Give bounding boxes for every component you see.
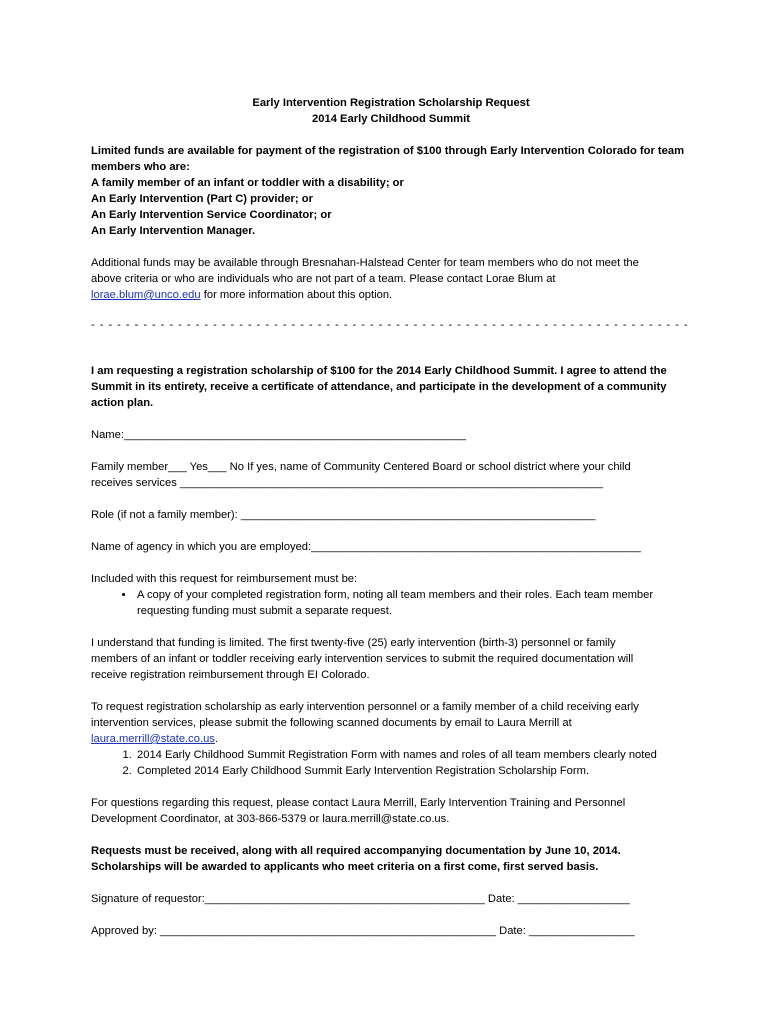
document-title: Early Intervention Registration Scholarship Request (252, 97, 530, 109)
additional-funds-section (91, 255, 691, 303)
included-heading: Included with this request for reimbursement must be: (91, 573, 358, 585)
submit-line: To request registration scholarship as early intervention personnel or a family member of a child receiving early (91, 701, 639, 713)
additional-line: Additional funds may be available through Bresnahan-Halstead Center for team members who do not meet the (91, 257, 639, 269)
funding-line: members of an infant or toddler receiving early intervention services to submit the required documentation will (91, 653, 634, 665)
funding-line: I understand that funding is limited. The first twenty-five (25) early intervention (birth-3) personnel or family (91, 637, 616, 649)
deadline-section (91, 843, 691, 875)
funding-section (91, 635, 691, 683)
included-item: • A copy of your completed registration form, noting all team members and their roles. Each team member requesting funding must submit a separate request. (135, 587, 691, 619)
eligibility-line: members who are: (91, 161, 190, 173)
role-field[interactable]: Role (if not a family member): _________________________________________________________ (91, 509, 596, 521)
eligibility-item: An Early Intervention Service Coordinator; or (91, 209, 332, 221)
document-subtitle: 2014 Early Childhood Summit (312, 113, 470, 125)
additional-line (91, 287, 691, 303)
name-field[interactable]: Name:_______________________________________________________ (91, 429, 467, 441)
document-item: 2. Completed 2014 Early Childhood Summit Early Intervention Registration Scholarship Form. (135, 763, 691, 779)
eligibility-item: A family member of an infant or toddler with a disability; or (91, 177, 404, 189)
request-line: Summit in its entirety, receive a certificate of attendance, and participate in the development of a community (91, 381, 667, 393)
eligibility-section (91, 143, 691, 239)
lorae-email-link[interactable]: lorae.blum@unco.edu (91, 289, 201, 301)
submit-section (91, 699, 691, 779)
deadline-line: Requests must be received, along with all required accompanying documentation by June 10, 2014. (91, 845, 621, 857)
eligibility-item: An Early Intervention (Part C) provider; or (91, 193, 313, 205)
laura-email-link[interactable]: laura.merrill@state.co.us (91, 733, 215, 745)
request-statement (91, 363, 691, 411)
request-line: action plan. (91, 397, 154, 409)
included-list (91, 587, 691, 619)
additional-line: above criteria or who are individuals who are not part of a team. Please contact Lorae Blum at (91, 273, 556, 285)
deadline-line: Scholarships will be awarded to applicants who meet criteria on a first come, first served basis. (91, 861, 599, 873)
submit-line: laura.merrill@state.co.us. (91, 733, 219, 745)
eligibility-line: Limited funds are available for payment of the registration of $100 through Early Intervention Colorado for team (91, 145, 685, 157)
services-field[interactable]: receives services ____________________________________________________________________ (91, 477, 603, 489)
documents-list (91, 747, 691, 779)
document-item: 1. 2014 Early Childhood Summit Registration Form with names and roles of all team members clearly noted (135, 747, 691, 763)
agency-field[interactable]: Name of agency in which you are employed:_____________________________________________________ (91, 541, 641, 553)
additional-line-tail: for more information about this option. (200, 289, 393, 301)
questions-line: Development Coordinator, at 303-866-5379 or laura.merrill@state.co.us. (91, 813, 450, 825)
submit-line: intervention services, please submit the following scanned documents by email to Laura Merrill at (91, 717, 572, 729)
questions-line: For questions regarding this request, please contact Laura Merrill, Early Intervention Training and Personnel (91, 797, 626, 809)
section-divider: - - - - - - - - - - - - - - - - - - - - - - - - - - - - - - - - - - - - - - - - - - - - - - - - - - - - - - - - - - - - - - - - - - - - - (91, 319, 689, 331)
questions-section (91, 795, 691, 827)
family-member-field[interactable]: Family member___ Yes___ No If yes, name of Community Centered Board or school district where your child (91, 461, 631, 473)
eligibility-item: An Early Intervention Manager. (91, 225, 256, 237)
request-line: I am requesting a registration scholarship of $100 for the 2014 Early Childhood Summit. I agree to attend the (91, 365, 667, 377)
document-body (91, 95, 691, 939)
approval-signature-field[interactable]: Approved by: ______________________________________________________ Date: _________________ (91, 925, 635, 937)
funding-line: receive registration reimbursement through EI Colorado. (91, 669, 370, 681)
requestor-signature-field[interactable]: Signature of requestor:_____________________________________________ Date: __________________ (91, 893, 630, 905)
